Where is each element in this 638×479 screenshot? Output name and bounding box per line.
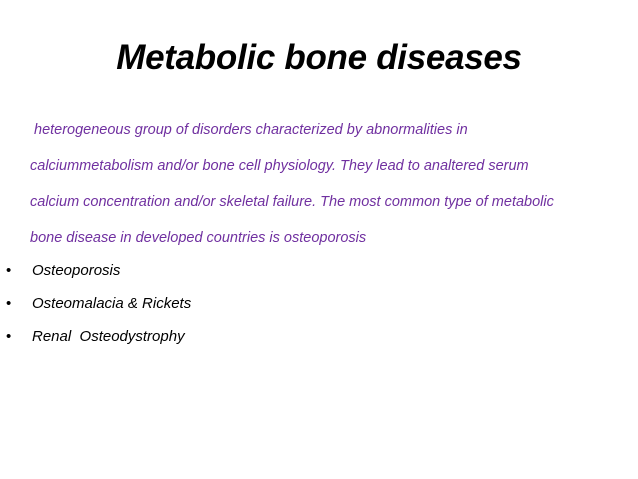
slide-title: Metabolic bone diseases [116, 38, 522, 77]
bullet-icon: • [6, 262, 12, 279]
bullet-text: Osteoporosis [32, 262, 121, 279]
bullet-item-renal-osteodystrophy [6, 328, 606, 345]
bullet-item-osteoporosis [6, 262, 606, 279]
bullet-item-osteomalacia [6, 295, 606, 312]
description-line-2: calciummetabolism and/or bone cell physiology. They lead to analtered serum [30, 158, 529, 174]
bullet-text: Renal Osteodystrophy [32, 328, 185, 345]
description-line-1: heterogeneous group of disorders characterized by abnormalities in [34, 122, 468, 138]
bullet-icon: • [6, 328, 12, 345]
bullet-icon: • [6, 295, 12, 312]
description-line-4: bone disease in developed countries is osteoporosis [30, 230, 367, 246]
description-line-3: calcium concentration and/or skeletal failure. The most common type of metabolic [30, 194, 554, 210]
bullet-text: Osteomalacia & Rickets [32, 295, 192, 312]
